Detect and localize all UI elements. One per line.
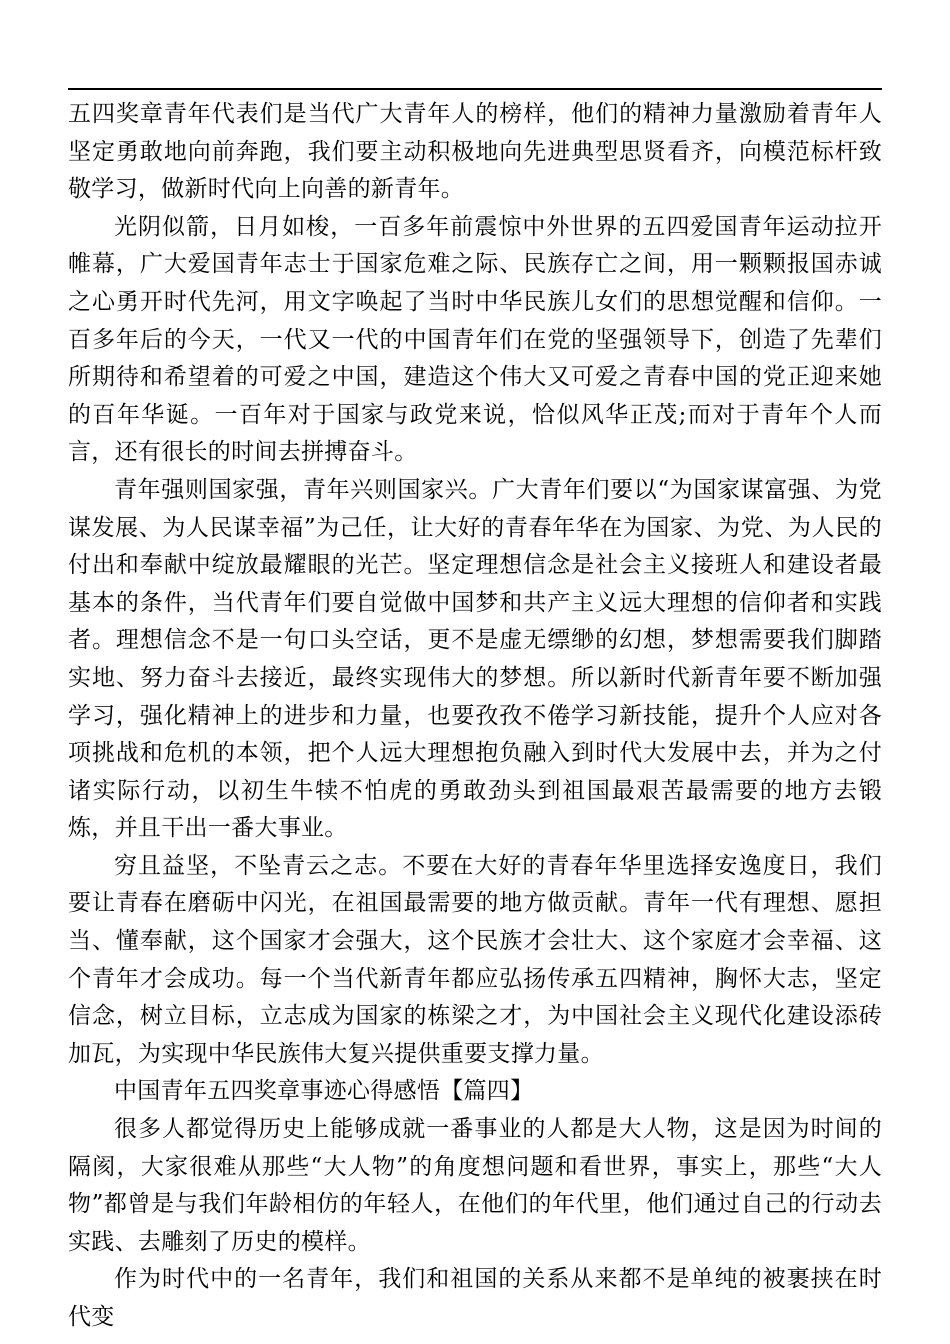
- paragraph-3: 青年强则国家强，青年兴则国家兴。广大青年们要以“为国家谋富强、为党谋发展、为人民谋幸福”为己任，让大好的青春年华在为国家、为党、为人民的付出和奉献中绽放最耀眼的光芒。坚定理想信念是社会主义接班人和建设者最基本的条件，当代青年们要自觉做中国梦和共产主义远大理想的信仰者和实践者。理想信念不是一句口头空话，更不是虚无缥缈的幻想，梦想需要我们脚踏实地、努力奋斗去接近，最终实现伟大的梦想。所以新时代新青年要不断加强学习，强化精神上的进步和力量，也要孜孜不倦学习新技能，提升个人应对各项挑战和危机的本领，把个人远大理想抱负融入到时代大发展中去，并为之付诸实际行动，以初生牛犊不怕虎的勇敢劲头到祖国最艰苦最需要的地方去锻炼，并且干出一番大事业。: [68, 476, 882, 842]
- paragraph-2: 光阴似箭，日月如梭，一百多年前震惊中外世界的五四爱国青年运动拉开帷幕，广大爱国青年志士于国家危难之际、民族存亡之间，用一颗颗报国赤诚之心勇开时代先河，用文字唤起了当时中华民族儿女们的思想觉醒和信仰。一百多年后的今天，一代又一代的中国青年们在党的坚强领导下，创造了先辈们所期待和希望着的可爱之中国，建造这个伟大又可爱之青春中国的党正迎来她的百年华诞。一百年对于国家与政党来说，恰似风华正茂;而对于青年个人而言，还有很长的时间去拼搏奋斗。: [68, 213, 882, 466]
- document-body: [68, 96, 882, 1337]
- paragraph-5: 很多人都觉得历史上能够成就一番事业的人都是大人物，这是因为时间的隔阂，大家很难从那些“大人物”的角度想问题和看世界，事实上，那些“大人物”都曾是与我们年龄相仿的年轻人，在他们的年代里，他们通过自己的行动去实践、去雕刻了历史的模样。: [68, 1116, 882, 1255]
- section-heading: 中国青年五四奖章事迹心得感悟【篇四】: [114, 1078, 534, 1105]
- paragraph-1: 五四奖章青年代表们是当代广大青年人的榜样，他们的精神力量激励着青年人坚定勇敢地向前奔跑，我们要主动积极地向先进典型思贤看齐，向模范标杆致敬学习，做新时代向上向善的新青年。: [68, 101, 882, 203]
- paragraph-4: 穷且益坚，不坠青云之志。不要在大好的青春年华里选择安逸度日，我们要让青春在磨砺中闪光，在祖国最需要的地方做贡献。青年一代有理想、愿担当、懂奉献，这个国家才会强大，这个民族才会壮大、这个家庭才会幸福、这个青年才会成功。每一个当代新青年都应弘扬传承五四精神，胸怀大志，坚定信念，树立目标，立志成为国家的栋梁之才，为中国社会主义现代化建设添砖加瓦，为实现中华民族伟大复兴提供重要支撑力量。: [68, 852, 882, 1067]
- paragraph-6: 作为时代中的一名青年，我们和祖国的关系从来都不是单纯的被裹挟在时代变: [68, 1266, 882, 1330]
- header-rule: [68, 88, 882, 90]
